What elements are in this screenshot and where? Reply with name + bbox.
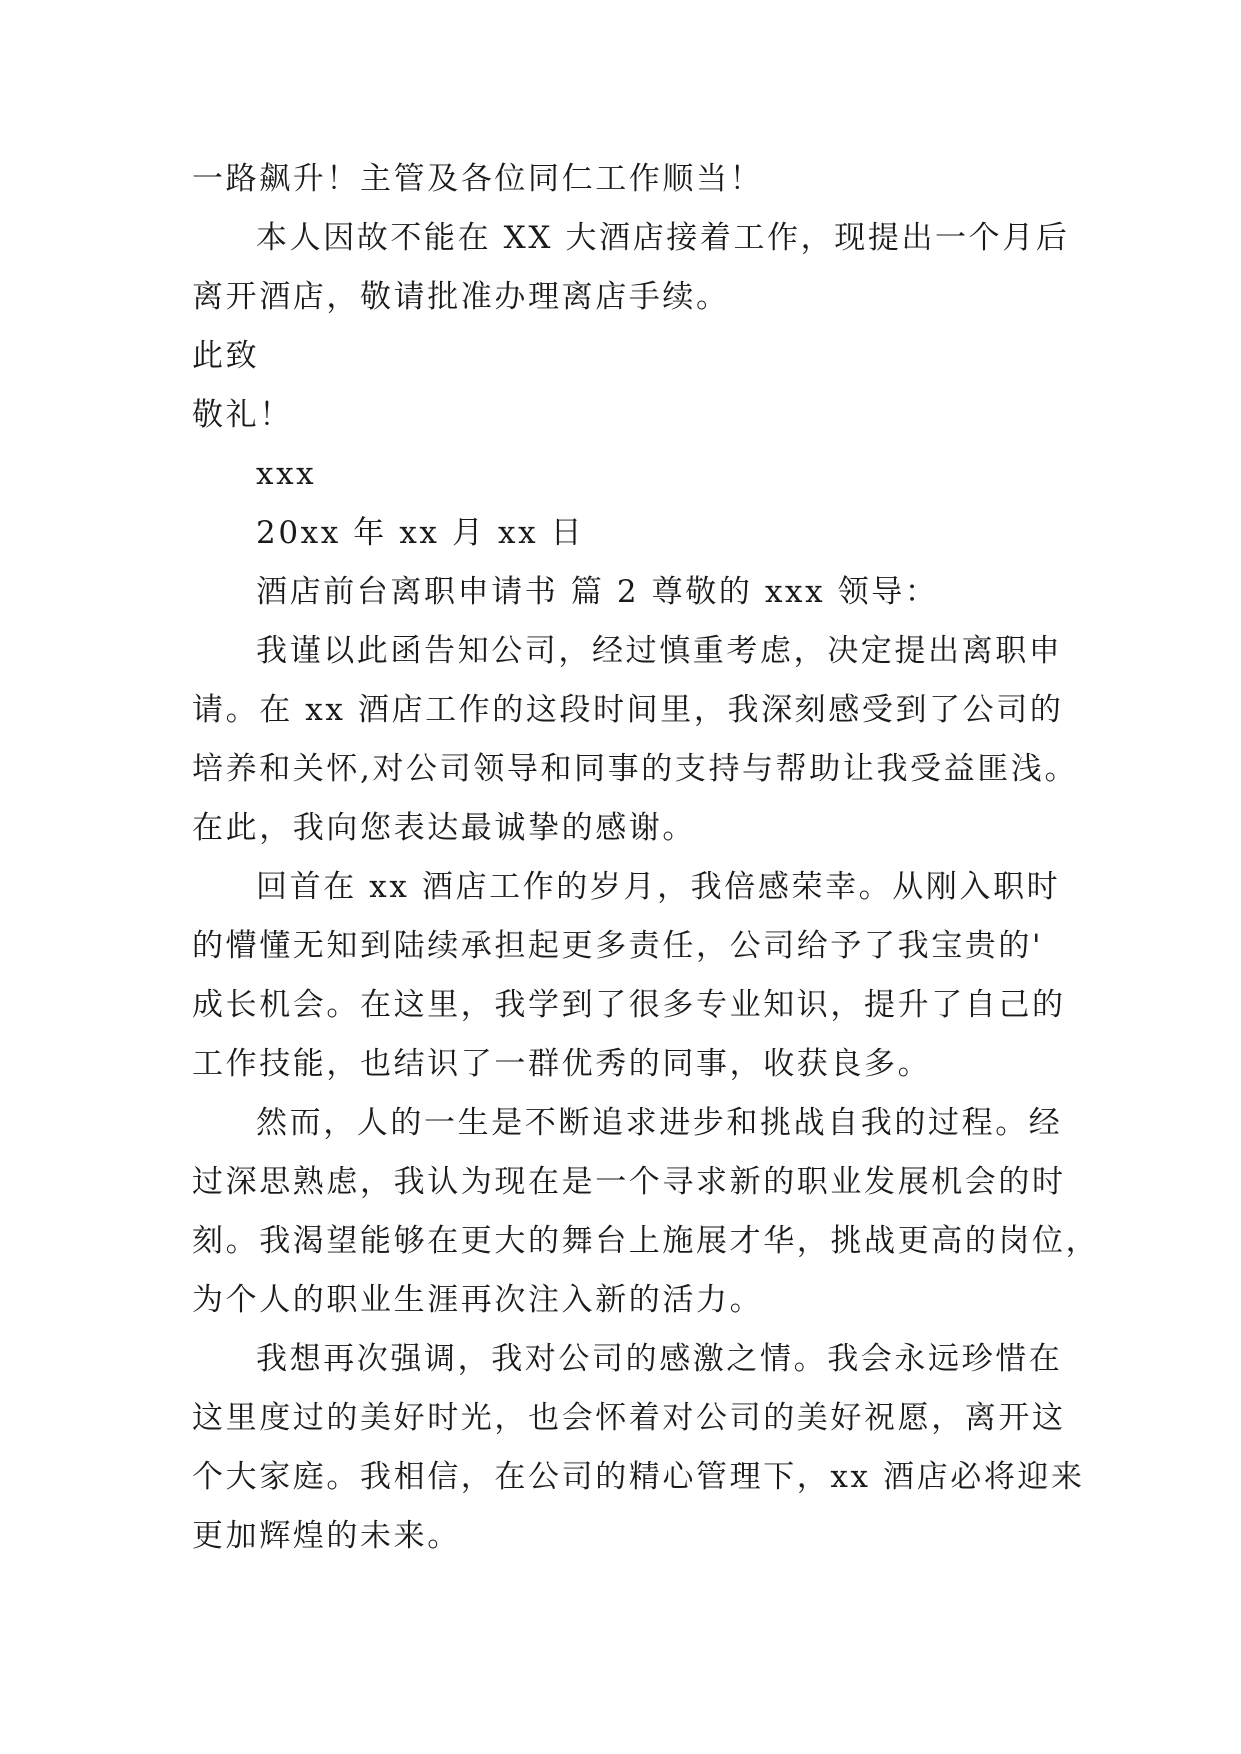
document-page	[192, 150, 1100, 1566]
text-line: 培养和关怀,对公司领导和同事的支持与帮助让我受益匪浅。	[192, 751, 1079, 787]
text-line: 过深思熟虑，我认为现在是一个寻求新的职业发展机会的时	[192, 1164, 1066, 1200]
paragraph-start-line: 回首在 xx 酒店工作的岁月，我倍感荣幸。从刚入职时	[256, 869, 1061, 905]
paragraph-start-line: 我想再次强调，我对公司的感激之情。我会永远珍惜在	[256, 1341, 1063, 1377]
signature-date: 20xx 年 xx 月 xx 日	[256, 515, 585, 551]
paragraph-start-line: 然而，人的一生是不断追求进步和挑战自我的过程。经	[256, 1105, 1063, 1141]
text-line: 一路飙升！主管及各位同仁工作顺当！	[192, 161, 764, 197]
closing-regards: 敬礼！	[192, 397, 293, 433]
text-line: 成长机会。在这里，我学到了很多专业知识，提升了自己的	[192, 987, 1066, 1023]
section-heading: 酒店前台离职申请书 篇 2 尊敬的 xxx 领导：	[256, 574, 939, 610]
closing-salutation: 此致	[192, 338, 260, 374]
signature-name: xxx	[256, 456, 317, 492]
paragraph-start-line: 我谨以此函告知公司，经过慎重考虑，决定提出离职申	[256, 633, 1063, 669]
text-line: 个大家庭。我相信，在公司的精心管理下，xx 酒店必将迎来	[192, 1459, 1085, 1495]
text-line: 的懵懂无知到陆续承担起更多责任，公司给予了我宝贵的'	[192, 928, 1044, 964]
paragraph-start-line: 本人因故不能在 XX 大酒店接着工作，现提出一个月后	[256, 220, 1070, 256]
text-line: 离开酒店，敬请批准办理离店手续。	[192, 279, 730, 315]
text-line: 刻。我渴望能够在更大的舞台上施展才华，挑战更高的岗位，	[192, 1223, 1100, 1259]
text-line: 为个人的职业生涯再次注入新的活力。	[192, 1282, 764, 1318]
text-line: 工作技能，也结识了一群优秀的同事，收获良多。	[192, 1046, 932, 1082]
text-line: 更加辉煌的未来。	[192, 1518, 461, 1554]
text-line: 这里度过的美好时光，也会怀着对公司的美好祝愿，离开这	[192, 1400, 1066, 1436]
text-line: 在此，我向您表达最诚挚的感谢。	[192, 810, 696, 846]
text-line: 请。在 xx 酒店工作的这段时间里，我深刻感受到了公司的	[192, 692, 1064, 728]
